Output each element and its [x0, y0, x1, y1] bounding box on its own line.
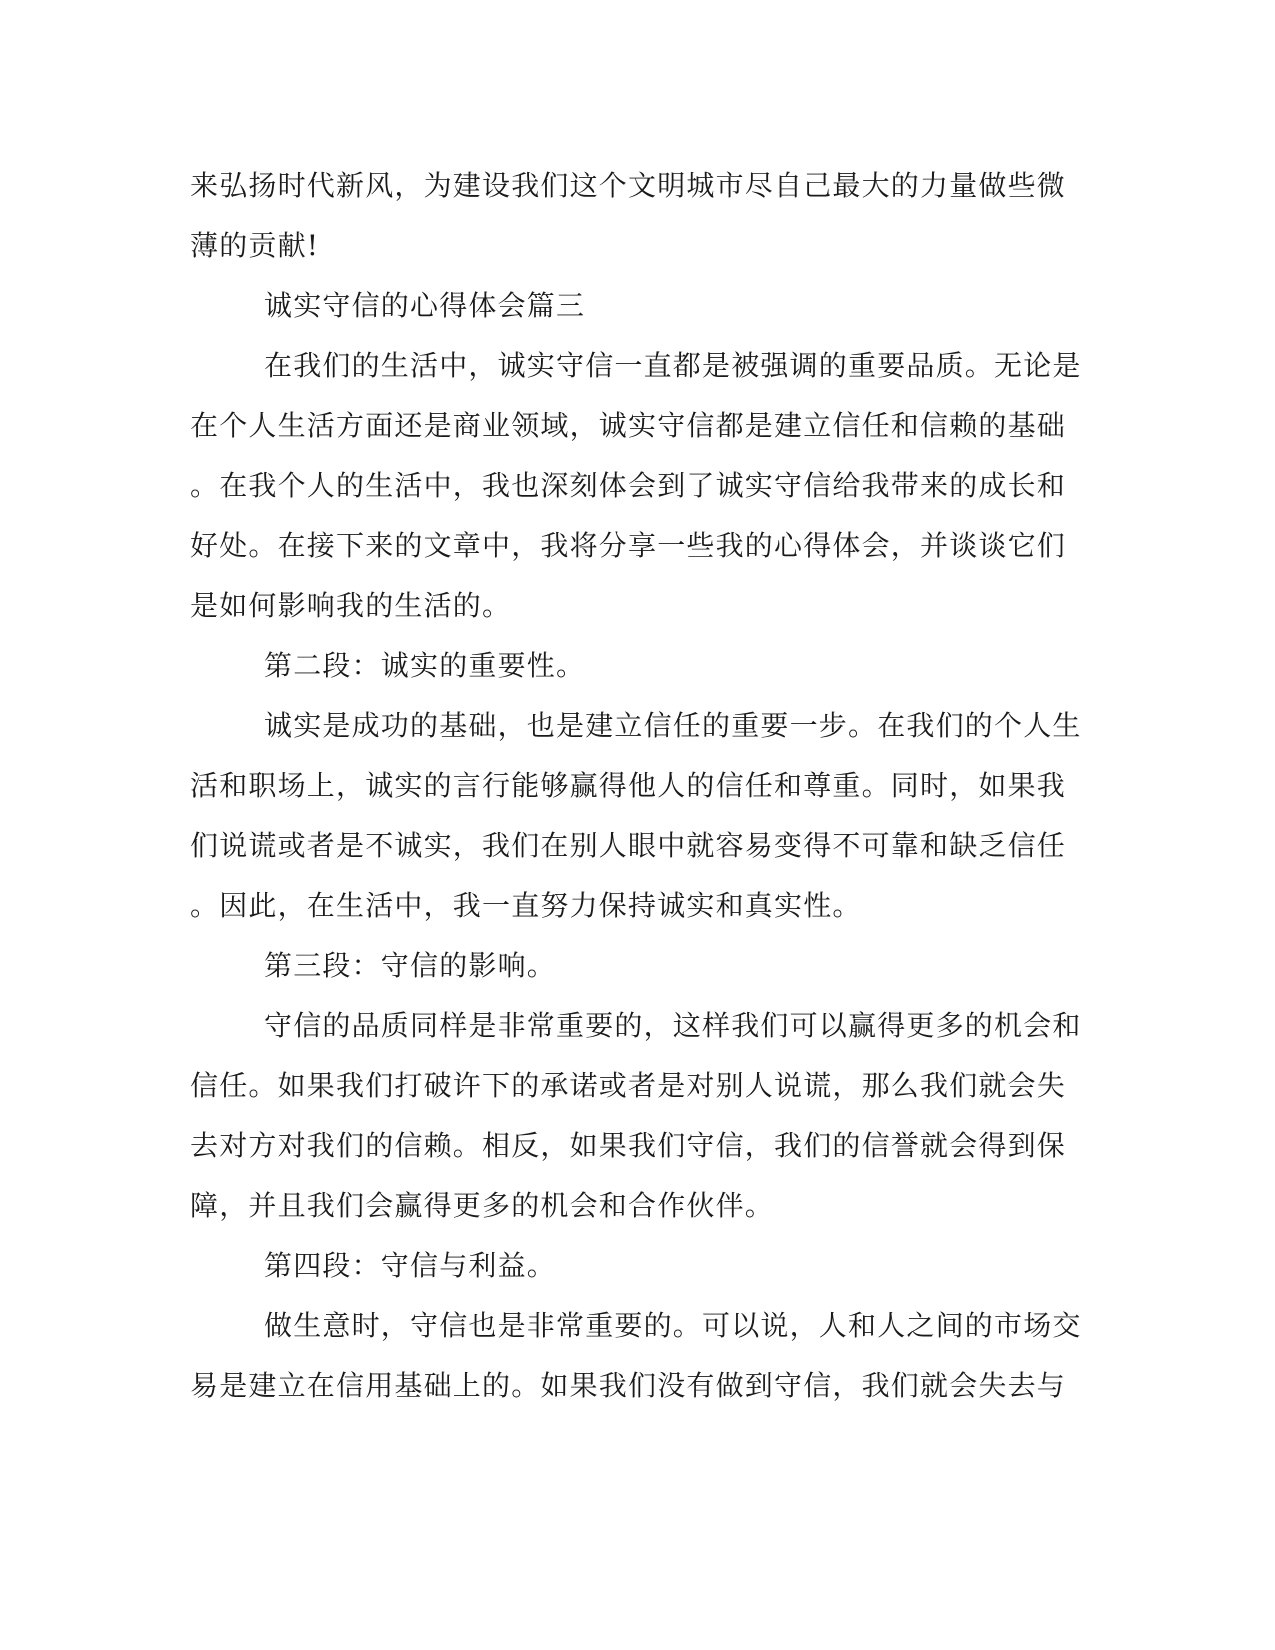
text-line: 守信的品质同样是非常重要的，这样我们可以赢得更多的机会和 [264, 1009, 1082, 1042]
text-line: 易是建立在信用基础上的。如果我们没有做到守信，我们就会失去与 [190, 1369, 1067, 1402]
document-body [190, 156, 1080, 1416]
text-line: 障，并且我们会赢得更多的机会和合作伙伴。 [190, 1189, 775, 1222]
text-line: 在个人生活方面还是商业领域，诚实守信都是建立信任和信赖的基础 [190, 409, 1067, 442]
text-line: 来弘扬时代新风，为建设我们这个文明城市尽自己最大的力量做些微 [190, 169, 1067, 202]
text-line: 。在我个人的生活中，我也深刻体会到了诚实守信给我带来的成长和 [190, 469, 1067, 502]
text-line: 。因此，在生活中，我一直努力保持诚实和真实性。 [190, 889, 862, 922]
text-line: 诚实是成功的基础，也是建立信任的重要一步。在我们的个人生 [264, 709, 1082, 742]
paragraph-heading: 第四段：守信与利益。 [264, 1249, 557, 1282]
paragraph-heading: 第二段：诚实的重要性。 [264, 649, 586, 682]
section-heading: 诚实守信的心得体会篇三 [264, 289, 586, 322]
paragraph-heading: 第三段：守信的影响。 [264, 949, 557, 982]
text-line: 们说谎或者是不诚实，我们在别人眼中就容易变得不可靠和缺乏信任 [190, 829, 1067, 862]
text-line: 信任。如果我们打破许下的承诺或者是对别人说谎，那么我们就会失 [190, 1069, 1067, 1102]
text-line: 好处。在接下来的文章中，我将分享一些我的心得体会，并谈谈它们 [190, 529, 1067, 562]
text-line: 做生意时，守信也是非常重要的。可以说，人和人之间的市场交 [264, 1309, 1082, 1342]
text-line: 活和职场上，诚实的言行能够赢得他人的信任和尊重。同时，如果我 [190, 769, 1067, 802]
text-line: 去对方对我们的信赖。相反，如果我们守信，我们的信誉就会得到保 [190, 1129, 1067, 1162]
text-line: 在我们的生活中，诚实守信一直都是被强调的重要品质。无论是 [264, 349, 1082, 382]
text-line: 是如何影响我的生活的。 [190, 589, 512, 622]
text-line: 薄的贡献! [190, 229, 320, 262]
